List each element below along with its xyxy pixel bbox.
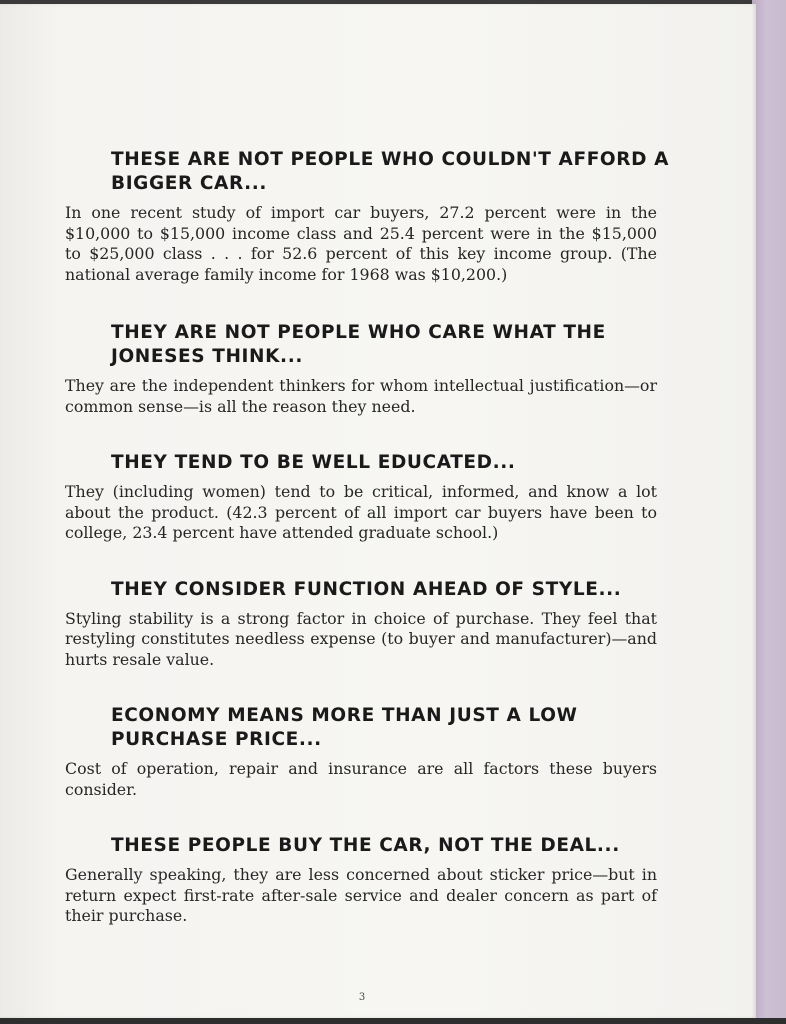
next-page-edge: [752, 0, 786, 1024]
section-heading: ECONOMY MEANS MORE THAN JUST A LOW PURCHASE PRICE...: [111, 705, 578, 750]
section-heading: THEY ARE NOT PEOPLE WHO CARE WHAT THE JONESES THINK...: [111, 322, 606, 367]
document-page: [0, 4, 756, 1018]
section-body: They are the independent thinkers for whom intellectual justification—or common sense—is all the reason they need.: [65, 376, 657, 416]
section-heading: THESE PEOPLE BUY THE CAR, NOT THE DEAL...: [111, 835, 620, 856]
section-body: Cost of operation, repair and insurance are all factors these buyers consider.: [65, 759, 657, 799]
section-heading: THESE ARE NOT PEOPLE WHO COULDN'T AFFORD A BIGGER CAR...: [111, 149, 670, 194]
section-joneses: [65, 321, 657, 417]
section-body: Styling stability is a strong factor in choice of purchase. They feel that restyling constitutes needless expense (to buyer and manufacturer)—and hurts resale value.: [65, 608, 657, 669]
section-education: [65, 451, 657, 544]
section-body: In one recent study of import car buyers, 27.2 percent were in the $10,000 to $15,000 income class and 25.4 percent were in the $15,000 to $25,000 class . . . for 52.6 percent of this key income group. (The national average family income for 1968 was $10,200.): [65, 203, 657, 284]
section-deal: [65, 834, 657, 927]
page-content: [65, 148, 670, 927]
section-function: [65, 578, 657, 671]
section-economy: [65, 704, 657, 800]
page-bottom-edge: [0, 1018, 786, 1024]
section-affordability: [65, 148, 670, 285]
section-heading: THEY CONSIDER FUNCTION AHEAD OF STYLE...: [111, 578, 622, 600]
section-heading: THEY TEND TO BE WELL EDUCATED...: [111, 452, 516, 473]
section-body: They (including women) tend to be critical, informed, and know a lot about the product. (42.3 percent of all import car buyers have been to college, 23.4 percent have attended graduate school.): [65, 482, 657, 542]
section-body: Generally speaking, they are less concerned about sticker price—but in return expect first-rate after-sale service and dealer concern as part of their purchase.: [65, 865, 657, 925]
page-number: 3: [358, 992, 366, 1003]
